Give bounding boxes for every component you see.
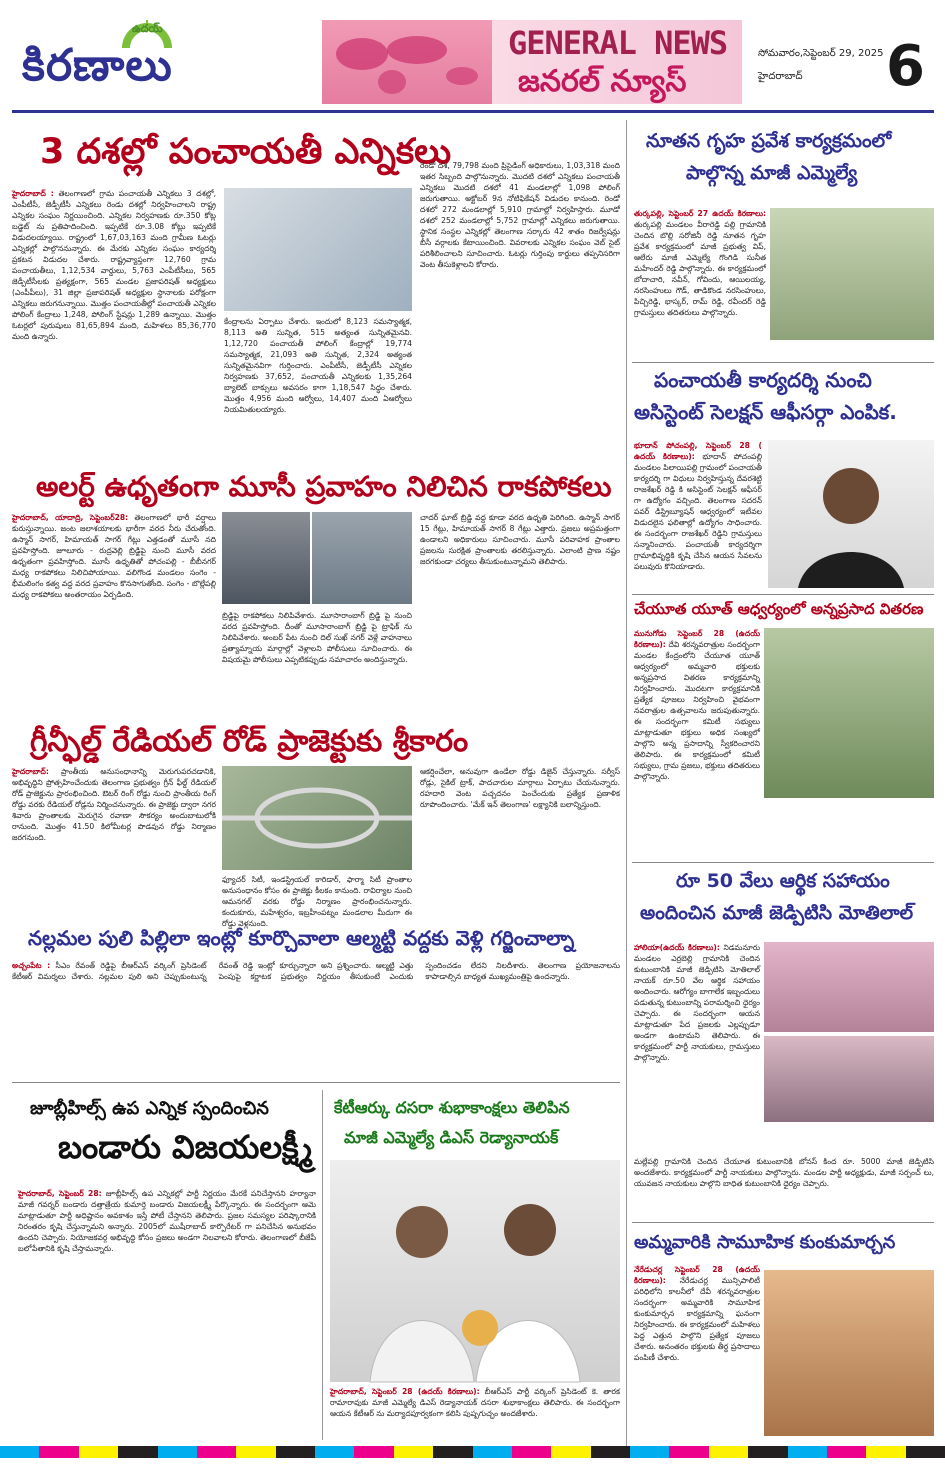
story-headline: కేటీఆర్కు దసరా శుభాకాంక్షలు తెలిపిన <box>334 1098 570 1117</box>
story-text: నిడమనూరు మండలం ఎర్రబెల్లి గ్రామానికి చెందిన కుటుంబానికి మాజీ జెడ్పిటిసి మోతిలాల్ నాయక్ రూ.50 వేల ఆర్థిక సహాయం అందించారు. ఆరోగ్యం బాగాలేక ఇబ్బందులు పడుతున్న కుటుంబాన్ని పరామర్శించి ధైర్యం చెప్పారు. ఈ సందర్భంగా ఆయన మాట్లాడుతూ పేద ప్రజలకు ఎల్లప్పుడూ అండగా ఉంటామని తెలిపారు. ఈ కార్యక్రమంలో పార్టీ నాయకులు, గ్రామస్తులు పాల్గొన్నారు. <box>634 943 760 1062</box>
story-body: కేంద్రాలను ఏర్పాటు చేశారు. ఇందులో 8,123 సమస్యాత్మక, 8,113 అతి సున్నిత, 515 అత్యంత సున్నితమైనవి. 1,12,720 పంచాయతీ పోలింగ్ కేంద్రాల్లో 19,774 సమస్యాత్మక, 21,093 అతి సున్నిత, 2,324 అత్యంత సున్నితమైనవిగా గుర్తించారు. ఎంపీటీసీ, జెడ్పీటీసీ ఎన్నికల నిర్వహణకు 37,652, పంచాయతీ ఎన్నికలకు 1,35,264 బ్యాలెట్ బాక్సులు అవసరం కాగా 1,18,547 సిద్ధం చేశారు. మొత్తం 4,956 మంది ఆర్వోలు, 14,407 మంది ఏఆర్వోలు నియమితులయ్యారు. <box>224 317 412 414</box>
story-body: రెండో దశ, 79,798 మంది ప్రిసైడింగ్ అధికారులు, 1,03,318 మంది ఇతర సిబ్బంది పాల్గొనున్నారు. మొదటి దశలో ఎన్నికలు పంచాయతీ ఎన్నికలు మొదటి దశలో 41 మండలాల్లో 1,098 పోలింగ్ జరుగుతాయి. అక్టోబర్ 9న నోటిఫికేషన్ విడుదల కానుంది. రెండో దశలో 272 మండలాల్లో 5,910 గ్రామాల్లో నిర్వహిస్తారు. మూడో దశలో 252 మండలాల్లో 5,752 గ్రామాల్లో ఎన్నికలు జరుగుతాయి. స్థానిక సంస్థల ఎన్నికల్లో తెలంగాణ సర్కారు 42 శాతం రిజర్వేషన్లు బీసీ వర్గాలకు కేటాయించింది. వివరాలకు ఎన్నికల సంఘం వెబ్ సైట్ పరిశీలించాలని సూచించారు. ఓటర్లు గుర్తింపు కార్డులు తప్పనిసరిగా వెంట తీసుకెళ్లాలని కోరారు. <box>420 161 620 269</box>
story-photo <box>764 628 934 798</box>
story-dateline: హైదరాబాద్, సెప్టెంబర్ 28 (ఉదయ్ కిరణాలు): <box>330 1387 480 1396</box>
story-body <box>12 188 216 458</box>
story-dateline: హైదరాబాద్ : <box>12 189 54 198</box>
story-headline: అలర్ట్ ఉధృతంగా మూసీ ప్రవాహం నిలిచిన రాకపోకలు <box>36 470 612 503</box>
story-divider <box>12 1082 620 1083</box>
story-subheadline: పాల్గొన్న మాజీ ఎమ్మెల్యే <box>686 162 858 184</box>
brand-tagline: ఉదయ్ <box>132 22 163 35</box>
story-body <box>12 960 620 1008</box>
print-color-bar <box>0 1446 945 1458</box>
story-headline: గ్రీన్ఫీల్డ్ రేడియల్ రోడ్ ప్రాజెక్టుకు శ్రీకారం <box>30 724 469 759</box>
story-text: నేరేడుచర్ల మున్సిపాలిటీ పరిధిలోని కాలనీలో దేవీ శరన్నవరాత్రుల సందర్భంగా అమ్మవారికి సామూహిక కుంకుమార్చన కార్యక్రమాన్ని ఘనంగా నిర్వహించారు. ఈ కార్యక్రమంలో మహిళలు పెద్ద ఎత్తున పాల్గొని ప్రత్యేక పూజలు చేశారు. అనంతరం భక్తులకు తీర్థ ప్రసాదాలు పంపిణీ చేశారు. <box>634 1276 760 1362</box>
story-headline: రూ 50 వేలు ఆర్థిక సహాయం <box>676 870 890 892</box>
banner-title-telugu: జనరల్ న్యూస్ <box>518 64 687 99</box>
brand-name: కిరణాలు <box>22 40 173 91</box>
story-text: ప్రాంతీయ అనుసంధానాన్ని మెరుగుపరచడానికి, అభివృద్ధిని ప్రోత్సహించేందుకు తెలంగాణ ప్రభుత్వం గ్రీన్ ఫీల్డ్ రేడియల్ రోడ్ ప్రాజెక్టును ప్రారంభించింది. ఔటర్ రింగ్ రోడ్డు నుంచి ప్రాంతీయ రింగ్ రోడ్డు వరకు రేడియల్ రోడ్లను నిర్మించనున్నారు. ఈ ప్రాజెక్టు ద్వారా నగర శివారు ప్రాంతాలకు మెరుగైన రవాణా సౌకర్యం అందుబాటులోకి రానుంది. మొత్తం 41.50 కిలోమీటర్ల పొడవున రోడ్డు నిర్మాణం జరగనుంది. <box>12 767 216 842</box>
story-divider <box>632 594 934 595</box>
story-subheadline: బండారు విజయలక్ష్మీ <box>58 1128 313 1166</box>
story-photo <box>764 1270 934 1436</box>
story-text: బీఆర్ఎస్ పార్టీ వర్కింగ్ ప్రెసిడెంట్ కె. తారక రామారావుకు మాజీ ఎమ్మెల్యే డిఎస్ రెడ్యానాయక్ దసరా శుభాకాంక్షలు తెలిపారు. ఈ సందర్భంగా ఆయన కేటీఆర్ ను మర్యాదపూర్వకంగా కలిసి పుష్పగుచ్ఛం అందజేశారు. <box>330 1387 620 1418</box>
issue-city: హైదరాబాద్ <box>758 71 803 82</box>
banner-title-english: GENERAL NEWS <box>508 24 728 62</box>
story-photo <box>224 188 412 311</box>
story-dateline: హైదరాబాద్: <box>12 767 49 776</box>
story-photo <box>330 1160 620 1382</box>
story-text: భూదాన్ పోచంపల్లి మండలం పిలాయిపల్లి గ్రామంలో పంచాయతీ కార్యదర్శి గా విధులు నిర్వహిస్తున్న దేవరశెట్టి రాజశేఖర్ రెడ్డి కి అసిస్టెంట్ సెలక్షన్ ఆఫీసర్ గా ఉద్యోగం వచ్చింది. తెలంగాణ సదరన్ పవర్ డిస్ట్రిబ్యూషన్ ఆధ్వర్యంలో ఇటీవల విడుదలైన ఫలితాల్లో ఉద్యోగం సాధించారు. ఈ సందర్భంగా రాజశేఖర్ రెడ్డిని గ్రామస్తులు సన్మానించారు. పంచాయతీ కార్యదర్శిగా గ్రామాభివృద్ధికి కృషి చేసిన ఆయన సేవలను పలువురు కొనియాడారు. <box>634 452 763 571</box>
story-dateline: తుర్కపల్లి, సెప్టెంబర్ 27 ఉదయ్ కిరణాలు: <box>634 209 766 218</box>
story-text: సీఎం రేవంత్ రెడ్డిపై బీఆర్ఎస్ వర్కింగ్ ప్రెసిడెంట్ కేటీఆర్ విమర్శలు చేశారు. నల్లమల పులి అని చెప్పుకుంటున్న రేవంత్ రెడ్డి ఇంట్లో కూర్చున్నారా అని ప్రశ్నించారు. ఆల్మట్టి ఎత్తు పెంపుపై కర్ణాటక ప్రభుత్వం నిర్ణయం తీసుకుంటే ఎందుకు స్పందించడం లేదని నిలదీశారు. తెలంగాణ ప్రయోజనాలను కాపాడాల్సిన బాధ్యత ముఖ్యమంత్రిపై ఉందన్నారు. <box>12 961 620 981</box>
story-headline: పంచాయతీ కార్యదర్శి నుంచి <box>654 368 872 392</box>
story-body <box>634 942 760 1152</box>
page-number: 6 <box>886 34 925 99</box>
story-dateline: భూదాన్ పోచంపల్లి, సెప్టెంబర్ 28 ( ఉదయ్ కిరణాలు): <box>634 441 762 461</box>
issue-date: సోమవారం,సెప్టెంబర్ 29, 2025 <box>758 48 884 59</box>
story-subheadline: అసిస్టెంట్ సెలక్షన్ ఆఫీసర్గా ఎంపిక. <box>634 400 897 424</box>
column-divider <box>322 1090 323 1440</box>
story-photo <box>222 512 310 604</box>
story-text: జూబ్లీహిల్స్ ఉప ఎన్నికల్లో పార్టీ నిర్ణయం మేరకే పనిచేస్తానని హర్యానా మాజీ గవర్నర్ బండారు దత్తాత్రేయ కుమార్తె బండారు విజయలక్ష్మీ పేర్కొన్నారు. ఈ సందర్భంగా ఆమె మాట్లాడుతూ పార్టీ అధిష్టానం అవకాశం ఇస్తే పోటీ చేస్తానని తెలిపారు. ప్రజల సమస్యల పరిష్కారానికి నిరంతరం కృషి చేస్తున్నామని అన్నారు. 2005లో ముషీరాబాద్ కార్పొరేటర్ గా పనిచేసిన అనుభవం ఉందని చెప్పారు. నియోజకవర్గ అభివృద్ధి కోసం ప్రజలు అండగా నిలవాలని కోరారు. తెలంగాణలో బీజేపీ బలోపేతానికి కృషి చేస్తామన్నారు. <box>18 1189 316 1253</box>
story-body <box>634 208 766 376</box>
story-text: దేవి శరన్నవరాత్రుల సందర్భంగా మండల కేంద్రంలోని చేయూత యూత్ ఆధ్వర్యంలో అమ్మవారి భక్తులకు అన్నప్రసాద వితరణ కార్యక్రమాన్ని నిర్వహించారు. మొదటగా కార్యక్రమానికి ప్రత్యేక పూజలు నిర్వహించి వైభవంగా నవరాత్రుల ఉత్సవాలను జరుపుతున్నారు. ఈ సందర్భంగా కమిటీ సభ్యులు మాట్లాడుతూ భక్తులు అధిక సంఖ్యలో పాల్గొని అన్న ప్రసాదాన్ని స్వీకరించారని తెలిపారు. ఈ కార్యక్రమంలో కమిటీ సభ్యులు, గ్రామ ప్రజలు, భక్తులు తదితరులు పాల్గొన్నారు. <box>634 640 760 781</box>
story-dateline: అచ్చంపేట : <box>12 961 51 970</box>
story-body: ఆకర్షించేలా, అనువుగా ఉండేలా రోడ్డు డిజైన్ చేస్తున్నారు. సర్వీస్ రోడ్లు, సైకిల్ ట్రాక్, పాదచారుల మార్గాలు ఏర్పాటు చేయనున్నారు. రహదారి వెంట పచ్చదనం పెంచేందుకు ప్రత్యేక ప్రణాళిక రూపొందించారు. 'మేక్ ఇన్ తెలంగాణ' లక్ష్యానికి బలాన్నిస్తుంది. <box>420 767 620 809</box>
story-photo <box>770 208 934 340</box>
story-body <box>634 628 760 848</box>
story-dateline: నేరేడుచర్ల సెప్టెంబర్ 28 (ఉదయ్ కిరణాలు): <box>634 1265 760 1285</box>
column-divider <box>626 120 627 1450</box>
story-text: తుర్కపల్లి మండలం వీరారెడ్డి పల్లి గ్రామానికి చెందిన బొల్లి సరోజినీ రెడ్డి నూతన గృహ ప్రవేశ కార్యక్రమంలో మాజీ ప్రభుత్వ విప్, ఆలేరు మాజీ ఎమ్మెల్యే గొంగిడి సునీత మహేందర్ రెడ్డి పాల్గొన్నారు. ఈ కార్యక్రమంలో బోదాచారి, నవీన్, గోవిందు, ఆయిలయ్య, నరసింహులు గౌడ్, తాడికొండ నరసింహులు, పిచ్చిరెడ్డి, భాస్కర్, రామ్ రెడ్డి, రవీందర్ రెడ్డి గ్రామస్తులు తదితరులు పాల్గొన్నారు. <box>634 220 766 317</box>
story-body <box>12 512 216 698</box>
section-banner <box>322 20 742 104</box>
story-headline: నల్లమల పులి పిల్లిలా ఇంట్లో కూర్చొవాలా ఆల్మట్టి వద్దకు వెళ్లి గర్జించాల్నా <box>28 926 575 950</box>
story-dateline: హైదరాబాద్, యాదాద్రి, సెప్టెంబర్28: <box>12 513 129 522</box>
story-divider <box>632 862 934 863</box>
story-body: చాదర్ ఘాట్ బ్రిడ్జి వద్ద కూడా వరద ఉధృతి పెరిగింది. ఉస్మాన్ సాగర్ 15 గేట్లు, హిమాయత్ సాగర్ 8 గేట్లు ఎత్తారు. ప్రజలు అప్రమత్తంగా ఉండాలని అధికారులు సూచించారు. మూసీ పరివాహక ప్రాంతాల ప్రజలను సురక్షిత ప్రాంతాలకు తరలిస్తున్నారు. ఎలాంటి ప్రాణ నష్టం జరగకుండా చర్యలు తీసుకుంటున్నామని తెలిపారు. <box>420 513 620 566</box>
person-portrait <box>768 440 934 588</box>
story-body <box>330 1386 620 1440</box>
story-headline: నూతన గృహ ప్రవేశ కార్యక్రమంలో <box>646 130 892 152</box>
story-body <box>634 440 762 590</box>
story-subheadline: అందించిన మాజీ జెడ్పిటిసి మోతిలాల్ <box>640 902 914 924</box>
story-headline: 3 దశల్లో పంచాయతీ ఎన్నికలు <box>40 132 452 172</box>
world-map-graphic <box>322 20 492 104</box>
story-photo <box>764 942 934 1032</box>
story-photo <box>312 512 412 604</box>
story-text: తెలంగాణలో భారీ వర్షాలు కురుస్తున్నాయి. జంట జలాశయాలకు భారీగా వరద నీరు చేరుతోంది. ఉస్మాన్ సాగర్, హిమాయత్ సాగర్ గేట్లు ఎత్తడంతో మూసీ నది ప్రవహిస్తోంది. జూలూరు - రుద్రవెల్లి బ్రిడ్జిపై నుంచి మూసీ వరద ఉధృతంగా ప్రవహిస్తోంది. మూసీ ఉధృతితో పోచంపల్లి - బీబీనగర్ మధ్య రాకపోకలు నిలిచిపోయాయి. వలిగొండ మండలం సంగెం - భీమలింగం కత్వ వద్ద వరద ప్రవాహం కొనసాగుతోంది. సంగెం - బొల్లేపల్లి మధ్య రాకపోకలు అంతరాయం ఏర్పడింది. <box>12 513 216 599</box>
story-dateline: హాలియా(ఉదయ్ కిరణాలు): <box>634 943 720 952</box>
story-headline: చేయూత యూత్ ఆధ్వర్యంలో అన్నప్రసాద వితరణ <box>634 600 924 618</box>
story-body <box>634 1264 760 1440</box>
story-text: తెలంగాణలో గ్రామ పంచాయతీ ఎన్నికలు 3 దశల్లో, ఎంపీటీసీ, జెడ్పీటీసీ ఎన్నికలు రెండు దశల్లో నిర్వహించాలని రాష్ట్ర ఎన్నికల సంఘం నిర్ణయించింది. ఎన్నికల నిర్వహణకు రూ.350 కోట్ల బడ్జెట్ ను ప్రతిపాదించింది. ఇప్పటికే రూ.3.08 కోట్లు ఇప్పటికే విడుదలయ్యాయి. రాష్ట్రంలో 1,67,03,163 మంది గ్రామీణ ఓటర్లు ఎన్నికల్లో పాల్గొననున్నారు. ఈ మేరకు ఎన్నికల సంఘం కార్యదర్శి ప్రకటన విడుదల చేశారు. రాష్ట్రవ్యాప్తంగా 12,760 గ్రామ పంచాయతీలు, 1,12,534 వార్డులు, 5,763 ఎంపీటీసీలు, 565 జెడ్పీటీసీలకు ప్రత్యక్షంగా, 565 మండల ప్రజాపరిషత్ అధ్యక్షులు (ఎంపీపీలు), 31 జిల్లా ప్రజాపరిషత్ అధ్యక్షుల స్థానాలకు పరోక్షంగా ఎన్నికలు జరుగనున్నాయి. మొత్తం పంచాయతీల్లో పంచాయతీ ఎన్నికల పోలింగ్ కేంద్రాలు 1,248, పోలింగ్ స్టేషన్లు 1,289 ఉన్నాయి. మొత్తం ఓటర్లలో పురుషులు 81,65,894 మంది, మహిళలు 85,36,770 మంది ఉన్నారు. <box>12 189 216 341</box>
story-body: ఫ్యూచర్ సిటీ, ఇండస్ట్రియల్ కారిడార్, ఫార్మా సిటీ ప్రాంతాల అనుసంధానం కోసం ఈ ప్రాజెక్టు కీలకం కానుంది. రావిర్యాల నుంచి ఆమనగల్ వరకు రోడ్డు నిర్మాణం ప్రారంభించనున్నారు. కందుకూరు, మహేశ్వరం, ఇబ్రహీంపట్నం మండలాల మీదుగా ఈ రోడ్డు వెళ్లనుంది. <box>222 875 412 928</box>
story-headline: అమ్మవారికి సామూహిక కుంకుమార్చన <box>634 1232 896 1253</box>
story-body: మల్లేపల్లి గ్రామానికి చెందిన చేయూత కుటుంబానికి బోనస్ కింద రూ. 5000 మాజీ జెడ్పిటిసి అందజేశారు. కార్యక్రమంలో పార్టీ నాయకులు పాల్గొన్నారు. మండల పార్టీ అధ్యక్షుడు, మాజీ సర్పంచ్ లు, యువజన నాయకులు పాల్గొని బాధిత కుటుంబానికి ధైర్యం చెప్పారు. <box>634 1157 934 1188</box>
story-dateline: మునుగోడు సెప్టెంబర్ 28 (ఉదయ్ కిరణాలు): <box>634 629 760 649</box>
story-headline: జూబ్లీహిల్స్ ఉప ఎన్నిక స్పందించిన <box>30 1098 269 1119</box>
masthead-divider <box>12 110 934 113</box>
story-body <box>12 766 216 916</box>
highway-photo <box>222 766 412 870</box>
story-subheadline: మాజీ ఎమ్మెల్యే డిఎస్ రెడ్యానాయక్ <box>344 1128 559 1147</box>
story-divider <box>632 362 934 363</box>
story-photo <box>764 1036 934 1122</box>
story-dateline: హైదరాబాద్, సెప్టెంబర్ 28: <box>18 1189 102 1198</box>
story-body: బ్రిడ్జిపై రాకపోకలు నిలిపివేశారు. మూసారాంబాగ్ బ్రిడ్జి పై నుంచి వరద ప్రవహిస్తోంది. దీంతో మూసారాంబాగ్ బ్రిడ్జి పై ట్రాఫిక్ ను నిలిపివేశారు. అంబర్ పేట నుంచి దిల్ సుఖ్ నగర్ వెళ్లే వాహనాలు ప్రత్యామ్నాయ మార్గాల్లో వెళ్లాలని పోలీసులు సూచించారు. ఈ విషయమై పోలీసులు ఎప్పటికప్పుడు సమాచారం అందిస్తున్నారు. <box>222 611 412 664</box>
story-body <box>18 1188 316 1436</box>
masthead-logo <box>12 18 302 92</box>
story-divider <box>632 1222 934 1223</box>
